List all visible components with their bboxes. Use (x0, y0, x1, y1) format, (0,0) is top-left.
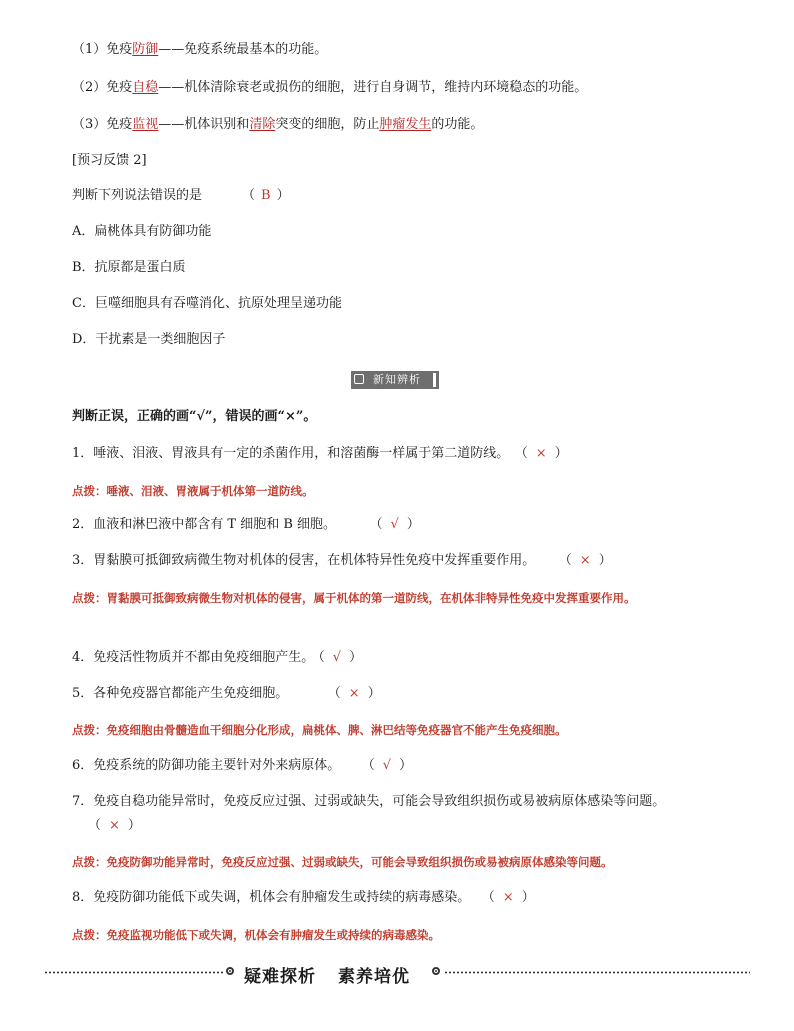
item-2: 2．血液和淋巴液中都含有 T 细胞和 B 细胞。 （ √ ） (72, 517, 420, 532)
item-7-mark: × (109, 818, 120, 833)
item-5: 5．各种免疫器官都能产生免疫细胞。 （ × ） (72, 686, 381, 701)
term-surveillance: 监视 (132, 117, 159, 132)
item-6-mark: √ (382, 758, 392, 773)
item-1-mark: × (535, 446, 547, 461)
section-divider (44, 962, 750, 987)
section-title: 疑难探析 素养培优 (244, 967, 410, 987)
ring-icon-right (432, 967, 440, 975)
item-5-mark: × (348, 686, 360, 701)
section-badge: 新知辨析 (351, 371, 439, 389)
function-defense: （1）免疫防御——免疫系统最基本的功能。 (72, 42, 328, 57)
term-tumor: 肿瘤发生 (379, 117, 432, 132)
item-8-hint: 点拨：免疫监视功能低下或失调，机体会有肿瘤发生或持续的病毒感染。 (72, 928, 440, 942)
function-surveillance: （3）免疫监视——机体识别和清除突变的细胞，防止肿瘤发生的功能。 (72, 117, 484, 132)
item-1: 1．唾液、泪液、胃液具有一定的杀菌作用，和溶菌酶一样属于第二道防线。 （ × ） (72, 446, 568, 461)
item-8-mark: × (502, 890, 514, 905)
item-6: 6．免疫系统的防御功能主要针对外来病原体。 （ √ ） (72, 758, 413, 773)
item-3-hint: 点拨：胃黏膜可抵御致病微生物对机体的侵害，属于机体的第一道防线，在机体非特异性免疫中发挥重要作用。 (72, 591, 636, 605)
ring-icon-left (226, 967, 234, 975)
option-a: A．扁桃体具有防御功能 (72, 224, 212, 239)
dotted-rule-right (444, 971, 750, 974)
term-homeostasis: 自稳 (132, 80, 159, 95)
dotted-rule-left (44, 971, 224, 974)
preview-question: 判断下列说法错误的是 （ B ） (72, 188, 290, 203)
item-7-hint: 点拨：免疫防御功能异常时，免疫反应过强、过弱或缺失，可能会导致组织损伤或易被病原体感染等问题。 (72, 855, 613, 869)
item-4-mark: √ (332, 650, 342, 665)
option-c: C．巨噬细胞具有吞噬消化、抗原处理呈递功能 (72, 296, 342, 311)
option-d: D．干扰素是一类细胞因子 (72, 332, 226, 347)
item-7-answer: （ × ） (88, 818, 141, 833)
preview-label: [预习反馈 2] (72, 153, 147, 168)
edit-icon (354, 374, 364, 384)
item-1-hint: 点拨：唾液、泪液、胃液属于机体第一道防线。 (72, 484, 314, 498)
item-3: 3．胃黏膜可抵御致病微生物对机体的侵害，在机体特异性免疫中发挥重要作用。 （ × ） (72, 553, 612, 568)
item-4: 4．免疫活性物质并不都由免疫细胞产生。 （ √ ） (72, 650, 363, 665)
term-clear: 清除 (249, 117, 276, 132)
preview-answer: B (261, 188, 271, 203)
option-b: B．抗原都是蛋白质 (72, 260, 186, 275)
item-7: 7．免疫自稳功能异常时，免疫反应过强、过弱或缺失，可能会导致组织损伤或易被病原体感染等问题。 (72, 794, 666, 809)
instruction: 判断正误，正确的画“√”，错误的画“×”。 (72, 409, 317, 424)
term-defense: 防御 (132, 42, 159, 57)
item-3-mark: × (579, 553, 591, 568)
item-2-mark: √ (390, 517, 399, 532)
item-8: 8．免疫防御功能低下或失调，机体会有肿瘤发生或持续的病毒感染。 （ × ） (72, 890, 535, 905)
item-5-hint: 点拨：免疫细胞由骨髓造血干细胞分化形成，扁桃体、脾、淋巴结等免疫器官不能产生免疫细胞。 (72, 723, 567, 737)
function-homeostasis: （2）免疫自稳——机体清除衰老或损伤的细胞，进行自身调节，维持内环境稳态的功能。 (72, 80, 588, 95)
